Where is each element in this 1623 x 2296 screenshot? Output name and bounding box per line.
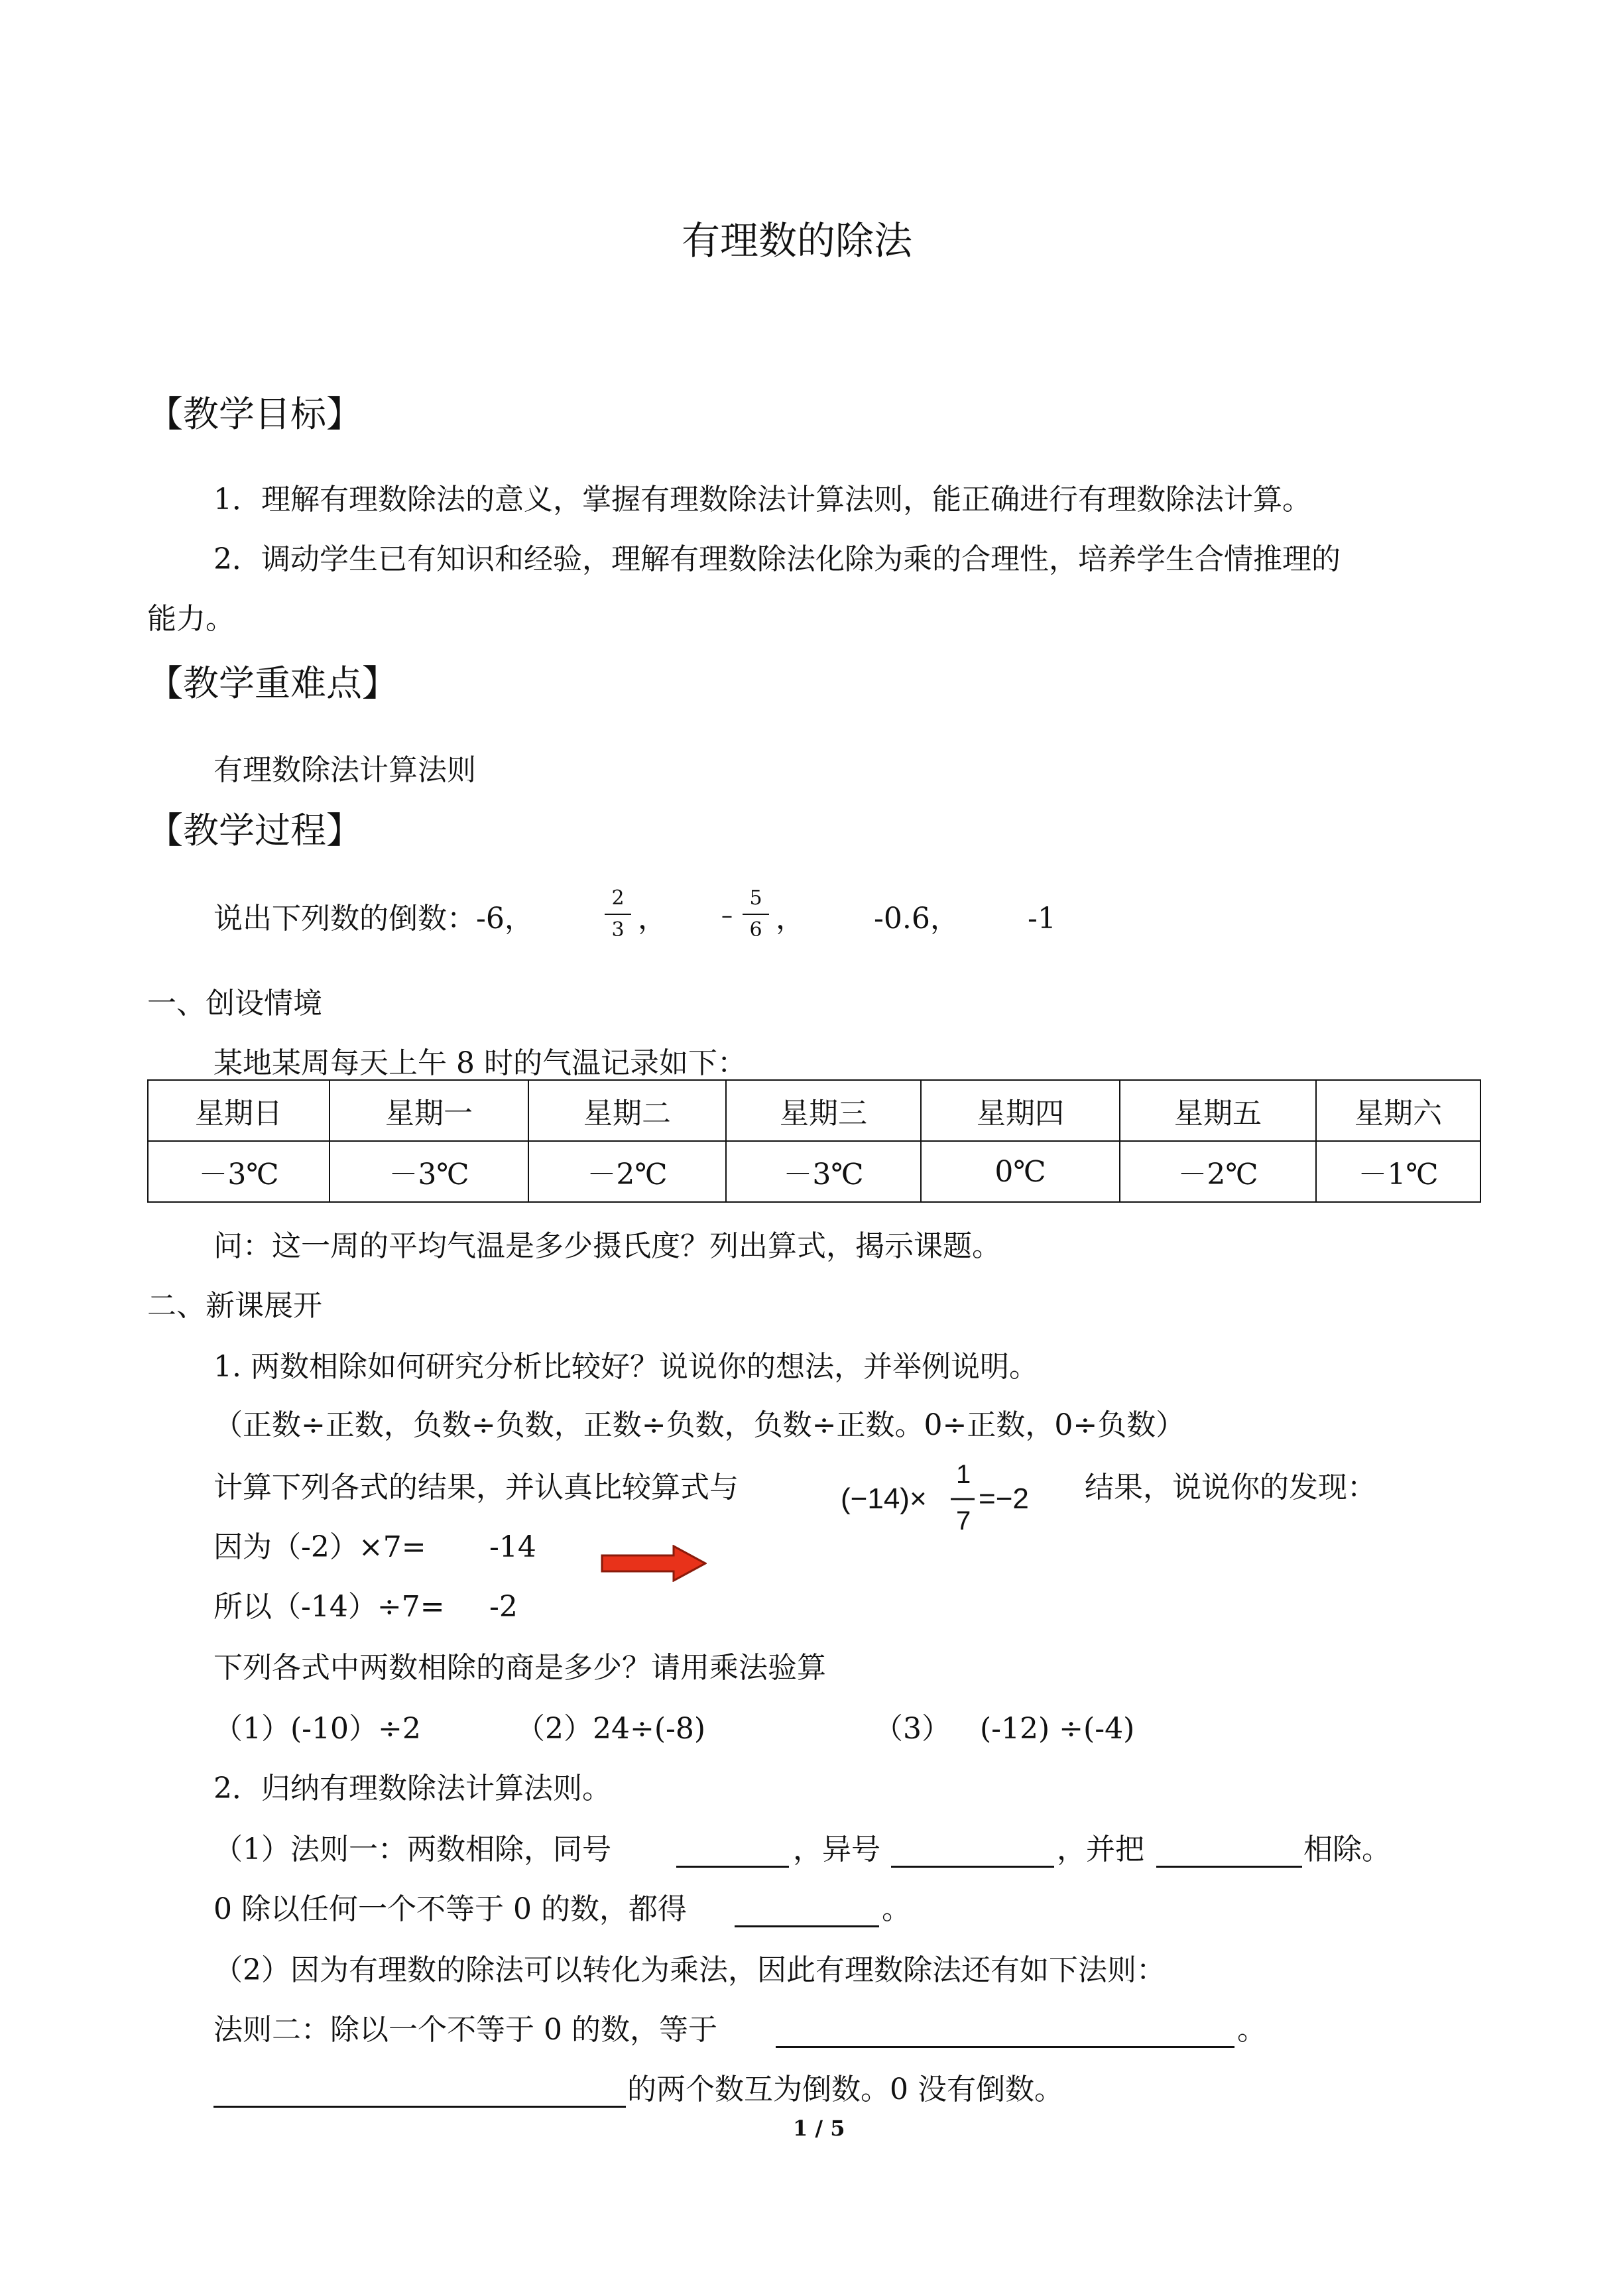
rule-two-intro: （2）因为有理数的除法可以转化为乘法，因此有理数除法还有如下法则： (213, 1953, 1166, 1987)
fraction-numerator: 2 (611, 886, 625, 910)
day-header: 星期四 (921, 1080, 1120, 1141)
temperature-cell: 0℃ (921, 1141, 1120, 1202)
rule-one-blank-3[interactable] (1156, 1866, 1302, 1868)
fraction-five-sixths (743, 888, 769, 940)
reciprocal-comma-1: ， (638, 902, 667, 936)
fraction-denominator: 3 (611, 918, 625, 941)
reciprocal-comma-2: ， (776, 902, 805, 936)
right-arrow-icon (601, 1545, 707, 1582)
rule-two-end: 。 (1237, 2013, 1266, 2047)
compare-prompt-prefix: 计算下列各式的结果，并认真比较算式与 (213, 1471, 739, 1504)
summary-heading: 2．归纳有理数除法计算法则。 (213, 1772, 611, 1805)
division-cases: （正数÷正数，负数÷负数，正数÷负数，负数÷正数。0÷正数，0÷负数） (213, 1408, 1185, 1442)
formula-numerator: 1 (956, 1460, 971, 1489)
fraction-bar (743, 914, 769, 915)
rule-one-blank-1[interactable] (676, 1866, 789, 1868)
quotient-exercise-intro: 下列各式中两数相除的商是多少？请用乘法验算 (213, 1651, 826, 1685)
rule-one-blank-2[interactable] (891, 1866, 1054, 1868)
compare-prompt-suffix: 结果，说说你的发现： (1085, 1471, 1376, 1504)
objective-item-2-line-1: 2．调动学生已有知识和经验，理解有理数除法化除为乘的合理性，培养学生合情推理的 (213, 542, 1341, 576)
average-temperature-question: 问：这一周的平均气温是多少摄氏度？列出算式，揭示课题。 (213, 1229, 1001, 1263)
reciprocal-value-minus-one: -1 (1028, 902, 1056, 936)
temperature-cell: －2℃ (1120, 1141, 1316, 1202)
so-value: -2 (489, 1590, 518, 1624)
question-one: 1. 两数相除如何研究分析比较好？说说你的想法，并举例说明。 (213, 1350, 1038, 1384)
fraction-numerator: 5 (749, 886, 762, 910)
temperature-cell: －2℃ (528, 1141, 726, 1202)
zero-rule-end: 。 (882, 1892, 911, 1926)
day-header: 星期一 (330, 1080, 528, 1141)
formula-denominator: 7 (956, 1506, 971, 1536)
formula-image (841, 1455, 1059, 1541)
temperature-cell: －1℃ (1316, 1141, 1480, 1202)
reciprocal-definition-text: 的两个数互为倒数。0 没有倒数。 (627, 2073, 1063, 2106)
fraction-two-thirds (605, 888, 631, 940)
temperature-intro: 某地某周每天上午 8 时的气温记录如下： (213, 1046, 747, 1080)
reciprocal-prefix: 说出下列数的倒数：-6， (213, 902, 534, 936)
because-statement: 因为（-2）×7= (213, 1530, 426, 1564)
table-row (148, 1141, 1480, 1202)
exercise-2: （2）24÷(-8) (516, 1712, 706, 1746)
section-heading-objectives: 【教学目标】 (147, 393, 362, 435)
objective-item-1: 1．理解有理数除法的意义，掌握有理数除法计算法则，能正确进行有理数除法计算。 (213, 483, 1311, 516)
temperature-cell: －3℃ (330, 1141, 528, 1202)
reciprocal-minus-sign: – (721, 902, 733, 929)
because-value: -14 (489, 1530, 536, 1564)
arrow-shape (602, 1546, 705, 1581)
objective-item-2-line-2: 能力。 (147, 602, 235, 636)
day-header: 星期五 (1120, 1080, 1316, 1141)
formula-right: =−2 (979, 1482, 1029, 1515)
day-header: 星期三 (726, 1080, 921, 1141)
day-header: 星期日 (148, 1080, 330, 1141)
reciprocal-definition-blank[interactable] (213, 2106, 626, 2108)
rule-one-text-c: ，并把 (1057, 1833, 1144, 1866)
zero-rule-text: 0 除以任何一个不等于 0 的数，都得 (213, 1892, 687, 1926)
rule-two-blank[interactable] (776, 2046, 1234, 2048)
zero-rule-blank[interactable] (735, 1925, 879, 1927)
day-header: 星期六 (1316, 1080, 1480, 1141)
exercise-3-label: （3） (874, 1712, 951, 1746)
formula-left: (−14)× (841, 1482, 927, 1515)
so-statement: 所以（-14）÷7= (213, 1590, 445, 1624)
exercise-1: （1）(-10）÷2 (213, 1712, 421, 1746)
fraction-denominator: 6 (749, 918, 762, 941)
temperature-cell: －3℃ (148, 1141, 330, 1202)
day-header: 星期二 (528, 1080, 726, 1141)
temperature-table (147, 1079, 1481, 1203)
table-row (148, 1080, 1480, 1141)
rule-one-text-d: 相除。 (1303, 1833, 1391, 1866)
section-heading-process: 【教学过程】 (147, 810, 362, 851)
section-heading-key-points: 【教学重难点】 (147, 662, 398, 704)
page-number: 1 / 5 (793, 2116, 845, 2141)
reciprocal-value-decimal: -0.6， (874, 902, 959, 936)
page-title: 有理数的除法 (682, 218, 913, 263)
exercise-3-expression: (-12) ÷(-4) (980, 1712, 1135, 1746)
part-two-heading: 二、新课展开 (147, 1289, 322, 1323)
fraction-bar (605, 914, 631, 915)
temperature-cell: －3℃ (726, 1141, 921, 1202)
rule-one-text-b: ，异号 (793, 1833, 880, 1866)
rule-two-text: 法则二：除以一个不等于 0 的数，等于 (213, 2013, 717, 2047)
part-one-heading: 一、创设情境 (147, 987, 322, 1020)
rule-one-text-a: （1）法则一：两数相除，同号 (213, 1833, 611, 1866)
key-points-text: 有理数除法计算法则 (213, 753, 476, 787)
